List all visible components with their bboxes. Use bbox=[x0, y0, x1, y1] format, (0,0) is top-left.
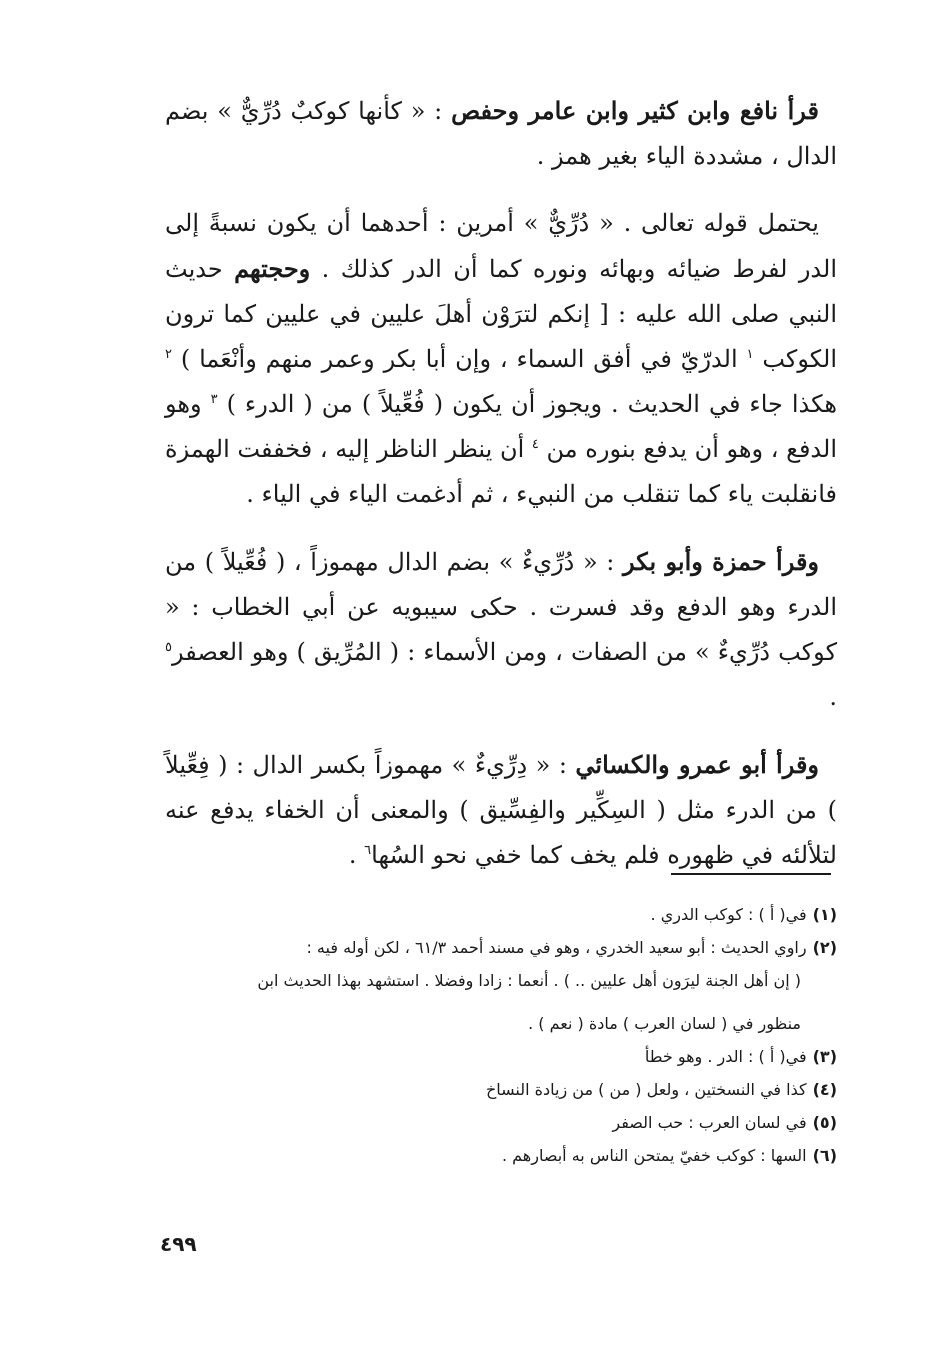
text-run: : « دُرِّيءٌ » بضم الدال مهموزاً ، ( فُعِّيلاً ) من الدرء وهو الدفع وقد فسرت . حكى سيبويه عن أبي الخطاب : « كوكب دُرِّيءٌ » من الصفات ، ومن الأسماء : ( المُرِّيق ) وهو العصفر bbox=[165, 548, 837, 666]
reader-names: قرأ نافع وابن كثير وابن عامر وحفص bbox=[451, 96, 819, 125]
text-run: الدرّيّ في أفق السماء ، وإن أبا بكر وعمر منهم وأنْعَما ) bbox=[171, 345, 747, 373]
footnote-number: (٣) bbox=[812, 1047, 837, 1066]
footnote bbox=[165, 1106, 837, 1139]
paragraph bbox=[165, 742, 837, 878]
text-run: هكذا جاء في الحديث . ويجوز أن يكون ( فُعِّيلاً ) من ( الدرء ) bbox=[217, 390, 837, 418]
footnote-ref: ٢ bbox=[165, 347, 172, 362]
reader-names: وقرأ أبو عمرو والكسائي bbox=[575, 750, 820, 779]
text-run: يحتمل قوله تعالى . « دُرِّيٌّ » أمرين : أحدهما أن يكون نسبةً إلى الدر لفرط ضيائه وبهائه ونوره كما أن الدر كذلك . bbox=[165, 209, 837, 283]
footnote-ref: ١ bbox=[746, 347, 754, 362]
footnote-text: في( أ ) : كوكب الدري . bbox=[650, 905, 807, 924]
footnote-text: السها : كوكب خفيّ يمتحن الناس به أبصارهم . bbox=[501, 1146, 807, 1165]
text-run: حديث النبي صلى الله عليه : [ إنكم لترَوْن أهلَ عليين في عليين كما ترون الكوكب bbox=[165, 255, 837, 373]
reader-names: وحجتهم bbox=[234, 254, 311, 283]
footnote bbox=[165, 931, 837, 964]
footnote-ref: ٤ bbox=[531, 437, 539, 452]
text-run: . bbox=[348, 841, 365, 869]
page-number: ٤٩٩ bbox=[160, 1232, 197, 1256]
footnote bbox=[165, 1040, 837, 1073]
text-run: . bbox=[829, 683, 837, 711]
footnote bbox=[165, 964, 837, 997]
footnote-separator bbox=[671, 873, 831, 875]
paragraph bbox=[165, 88, 837, 179]
paragraph bbox=[165, 201, 837, 517]
footnote bbox=[165, 1073, 837, 1106]
footnote bbox=[165, 1139, 837, 1172]
footnote-ref: ٣ bbox=[210, 392, 218, 407]
text-run: : « كأنها كوكبٌ دُرِّيٌّ » بضم الدال ، مشددة الياء بغير همز . bbox=[165, 97, 837, 170]
text-run: : « دِرِّيءٌ » مهموزاً بكسر الدال : ( فِعِّيلاً ) من الدرء مثل ( السِكِّير والفِسِّيق ) والمعنى أن الخفاء يدفع عنه لتلألئه في ظهوره فلم يخف كما خفي نحو السُها bbox=[165, 751, 837, 869]
text-run: أن ينظر الناظر إليه ، فخففت الهمزة فانقلبت ياء كما تنقلب من النبيء ، ثم أدغمت الياء في الياء . bbox=[165, 435, 837, 508]
paragraph bbox=[165, 539, 837, 720]
text-run: وهو الدفع ، وهو أن يدفع بنوره من bbox=[165, 390, 837, 463]
footnote bbox=[165, 898, 837, 931]
footnote-number: (٦) bbox=[812, 1146, 837, 1165]
footnote-number: (٤) bbox=[812, 1080, 837, 1099]
footnote-number: (٢) bbox=[812, 938, 837, 957]
footnote-number: (٥) bbox=[812, 1113, 837, 1132]
footnote-text: في لسان العرب : حب الصفر bbox=[612, 1113, 807, 1132]
footnote-text: منظور في ( لسان العرب ) مادة ( نعم ) . bbox=[528, 1014, 801, 1033]
footnote-number: (١) bbox=[812, 905, 837, 924]
footnote-ref: ٦ bbox=[364, 843, 372, 858]
reader-names: وقرأ حمزة وأبو بكر bbox=[622, 547, 819, 576]
footnote-text: راوي الحديث : أبو سعيد الخدري ، وهو في مسند أحمد ٦١/٣ ، لكن أوله فيه : bbox=[306, 938, 807, 957]
footnote-text: كذا في النسختين ، ولعل ( من ) من زيادة النساخ bbox=[485, 1080, 807, 1099]
footnote-text: في( أ ) : الدر . وهو خطأ bbox=[644, 1047, 807, 1066]
main-text bbox=[165, 88, 837, 878]
footnote-ref: ٥ bbox=[165, 640, 172, 655]
footnote bbox=[165, 1007, 837, 1040]
footnote-text: ( إن أهل الجنة ليرَون أهل عليين .. ) . أنعما : زادا وفضلا . استشهد بهذا الحديث ابن bbox=[257, 971, 801, 990]
footnotes bbox=[165, 898, 837, 1172]
